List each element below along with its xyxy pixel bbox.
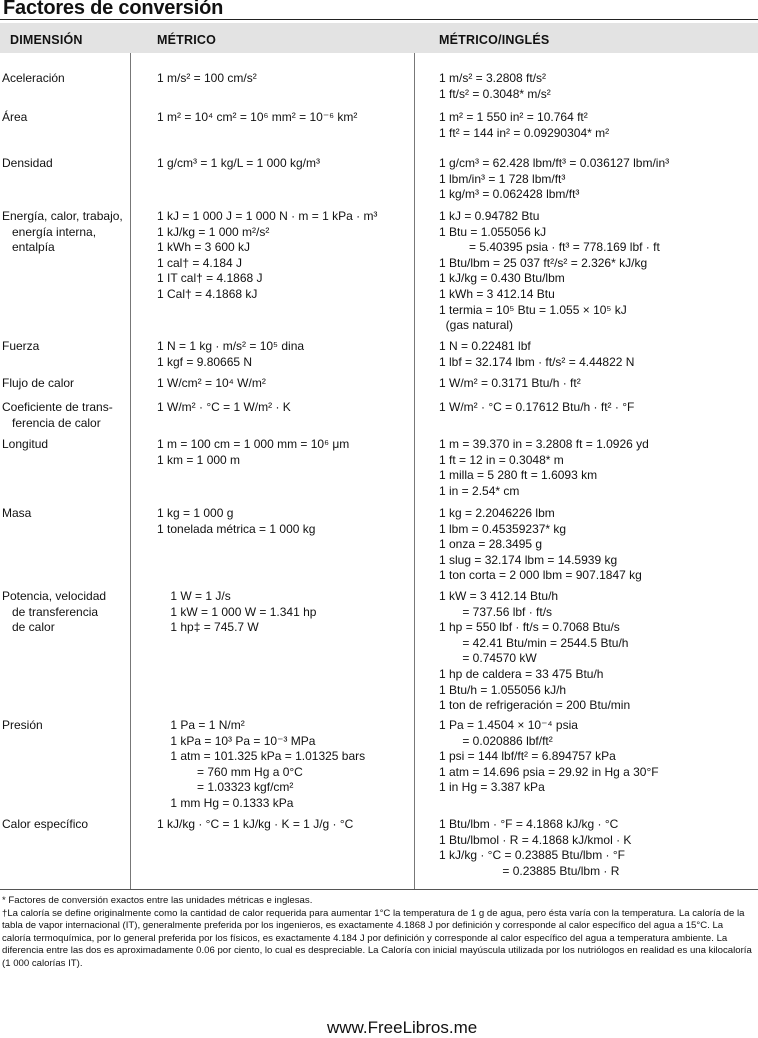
- metric-english-cell-line: 1 kW = 3 412.14 Btu/h: [439, 589, 559, 603]
- metric-english-cell-line: 1 kWh = 3 412.14 Btu: [439, 286, 555, 301]
- metric-cell-line: 1 kgf = 9.80665 N: [157, 354, 253, 369]
- dimension-cell: [2, 209, 130, 256]
- metric-cell-line: 1 hp‡ = 745.7 W: [157, 620, 259, 635]
- metric-english-cell-line: 1 onza = 28.3495 g: [439, 537, 543, 552]
- metric-english-cell: [439, 110, 754, 141]
- metric-english-cell-line: 1 m² = 1 550 in² = 10.764 ft²: [439, 110, 588, 124]
- metric-english-cell-line: 1 termia = 10⁵ Btu = 1.055 × 10⁵ kJ: [439, 302, 627, 317]
- dimension-cell: [2, 506, 130, 522]
- metric-english-cell: [439, 718, 754, 796]
- dimension-cell: [2, 339, 130, 355]
- footnotes: [2, 895, 754, 971]
- metric-english-cell: [439, 400, 754, 416]
- metric-cell-line: 1 tonelada métrica = 1 000 kg: [157, 521, 316, 536]
- column-divider-left: [130, 53, 131, 889]
- metric-english-cell-line: 1 hp = 550 lbf · ft/s = 0.7068 Btu/s: [439, 620, 620, 635]
- metric-english-cell: [439, 506, 754, 584]
- metric-cell-line: 1 W/cm² = 10⁴ W/m²: [157, 376, 266, 390]
- dimension-cell-line: Masa: [2, 506, 32, 520]
- metric-cell-line: 1 kJ = 1 000 J = 1 000 N · m = 1 kPa · m³: [157, 209, 378, 223]
- footnote-calorie: †La caloría se define originalmente como la cantidad de calor requerida para aumentar 1°C la temperatura de 1 g de agua, pero ésta varía con la temperatura. La caloría de la tabla de vapor internacional (IT), generalmente preferida por los ingenieros, es exactamente 4.1868 J por definición y corresponde al calor específico del agua a 15°C. La caloría termoquímica, por lo general preferida por los físicos, es exactamente 4.184 J por definición y corresponde al calor específico del agua a temperatura ambiente. La diferencia entre las dos es aproximadamente 0.06 por ciento, lo cual es despreciable. La Caloría con inicial mayúscula utilizada por los nutriólogos en realidad es una kilocaloría (1 000 calorías IT).: [2, 907, 752, 969]
- metric-cell: [157, 156, 412, 172]
- dimension-cell: [2, 376, 130, 392]
- metric-cell: [157, 71, 412, 87]
- page-title: Factores de conversión: [3, 0, 224, 19]
- metric-english-cell-line: 1 in Hg = 3.387 kPa: [439, 780, 545, 795]
- column-divider-right: [414, 53, 415, 889]
- metric-english-cell-line: 1 slug = 32.174 lbm = 14.5939 kg: [439, 552, 618, 567]
- metric-english-cell: [439, 209, 754, 334]
- metric-cell-line: 1 Pa = 1 N/m²: [157, 718, 245, 732]
- dimension-cell-line: Fuerza: [2, 339, 40, 353]
- dimension-cell-line: de calor: [12, 620, 55, 635]
- metric-english-cell: [439, 437, 754, 499]
- dimension-cell-line: Energía, calor, trabajo,: [2, 209, 123, 223]
- dimension-cell-line: de transferencia: [12, 604, 99, 619]
- metric-english-cell-line: 1 atm = 14.696 psia = 29.92 in Hg a 30°F: [439, 764, 659, 779]
- metric-cell-line: 1 m = 100 cm = 1 000 mm = 10⁶ μm: [157, 437, 350, 451]
- metric-english-cell-line: 1 hp de caldera = 33 475 Btu/h: [439, 666, 604, 681]
- dimension-cell: [2, 437, 130, 453]
- metric-english-cell-line: 1 m = 39.370 in = 3.2808 ft = 1.0926 yd: [439, 437, 649, 451]
- metric-cell-line: = 760 mm Hg a 0°C: [157, 764, 303, 779]
- metric-cell: [157, 589, 412, 636]
- metric-english-cell-line: = 5.40395 psia · ft³ = 778.169 lbf · ft: [439, 240, 660, 255]
- metric-english-cell-line: 1 Btu = 1.055056 kJ: [439, 224, 547, 239]
- metric-cell-line: 1 IT cal† = 4.1868 J: [157, 271, 263, 286]
- dimension-cell-line: energía interna,: [12, 224, 97, 239]
- metric-english-cell-line: 1 Btu/lbm · °F = 4.1868 kJ/kg · °C: [439, 817, 619, 831]
- dimension-cell: [2, 589, 130, 636]
- dimension-cell: [2, 718, 130, 734]
- metric-english-cell-line: 1 lbm/in³ = 1 728 lbm/ft³: [439, 171, 566, 186]
- dimension-cell-line: ferencia de calor: [12, 415, 101, 430]
- dimension-cell-line: Longitud: [2, 437, 49, 451]
- metric-english-cell-line: = 42.41 Btu/min = 2544.5 Btu/h: [439, 635, 629, 650]
- metric-english-cell: [439, 339, 754, 370]
- dimension-cell-line: Densidad: [2, 156, 53, 170]
- metric-english-cell: [439, 156, 754, 203]
- metric-cell-line: = 1.03323 kgf/cm²: [157, 780, 294, 795]
- metric-english-cell-line: 1 kJ = 0.94782 Btu: [439, 209, 540, 223]
- metric-cell: [157, 437, 412, 468]
- metric-english-cell-line: 1 Btu/lbm = 25 037 ft²/s² = 2.326* kJ/kg: [439, 255, 648, 270]
- metric-cell-line: 1 g/cm³ = 1 kg/L = 1 000 kg/m³: [157, 156, 320, 170]
- dimension-cell: [2, 156, 130, 172]
- metric-cell: [157, 400, 412, 416]
- dimension-cell-line: Área: [2, 110, 28, 124]
- metric-cell-line: 1 Cal† = 4.1868 kJ: [157, 286, 258, 301]
- metric-cell-line: 1 kW = 1 000 W = 1.341 hp: [157, 604, 317, 619]
- metric-english-cell-line: 1 ton corta = 2 000 lbm = 907.1847 kg: [439, 568, 642, 583]
- metric-cell-line: 1 cal† = 4.184 J: [157, 255, 243, 270]
- metric-cell-line: 1 W/m² · °C = 1 W/m² · K: [157, 400, 291, 414]
- metric-english-cell-line: 1 ft = 12 in = 0.3048* m: [439, 452, 564, 467]
- header-dimension: DIMENSIÓN: [10, 33, 83, 47]
- metric-english-cell-line: = 0.020886 lbf/ft²: [439, 733, 553, 748]
- metric-english-cell-line: 1 kJ/kg · °C = 0.23885 Btu/lbm · °F: [439, 848, 626, 863]
- metric-english-cell-line: 1 lbm = 0.45359237* kg: [439, 521, 567, 536]
- metric-english-cell-line: 1 kg = 2.2046226 lbm: [439, 506, 555, 520]
- dimension-cell-line: Flujo de calor: [2, 376, 75, 390]
- metric-cell-line: 1 W = 1 J/s: [157, 589, 231, 603]
- metric-english-cell: [439, 589, 754, 714]
- metric-english-cell: [439, 817, 754, 879]
- metric-cell: [157, 718, 412, 812]
- title-rule: [0, 19, 758, 20]
- metric-cell-line: 1 kPa = 10³ Pa = 10⁻³ MPa: [157, 733, 316, 748]
- dimension-cell-line: Presión: [2, 718, 43, 732]
- metric-english-cell: [439, 71, 754, 102]
- dimension-cell-line: Potencia, velocidad: [2, 589, 107, 603]
- dimension-cell: [2, 110, 130, 126]
- dimension-cell: [2, 400, 130, 431]
- metric-english-cell-line: = 0.74570 kW: [439, 651, 537, 666]
- metric-cell-line: 1 kJ/kg · °C = 1 kJ/kg · K = 1 J/g · °C: [157, 817, 354, 831]
- metric-english-cell-line: 1 Btu/lbmol · R = 4.1868 kJ/kmol · K: [439, 832, 632, 847]
- metric-english-cell-line: 1 ft² = 144 in² = 0.09290304* m²: [439, 125, 610, 140]
- metric-english-cell-line: 1 kJ/kg = 0.430 Btu/lbm: [439, 271, 565, 286]
- metric-english-cell-line: 1 W/m² · °C = 0.17612 Btu/h · ft² · °F: [439, 400, 635, 414]
- dimension-cell-line: Coeficiente de trans-: [2, 400, 113, 414]
- metric-english-cell-line: = 737.56 lbf · ft/s: [439, 604, 553, 619]
- metric-cell-line: 1 km = 1 000 m: [157, 452, 241, 467]
- metric-cell: [157, 506, 412, 537]
- metric-cell: [157, 339, 412, 370]
- footnote-exact: * Factores de conversión exactos entre las unidades métricas e inglesas.: [2, 895, 313, 906]
- metric-cell-line: 1 atm = 101.325 kPa = 1.01325 bars: [157, 749, 366, 764]
- metric-cell: [157, 817, 412, 833]
- header-metric: MÉTRICO: [157, 33, 217, 47]
- watermark-text: www.FreeLibros.me: [327, 1018, 478, 1037]
- metric-cell: [157, 209, 412, 303]
- metric-english-cell-line: 1 milla = 5 280 ft = 1.6093 km: [439, 468, 598, 483]
- metric-english-cell-line: = 0.23885 Btu/lbm · R: [439, 863, 620, 878]
- metric-cell-line: 1 mm Hg = 0.1333 kPa: [157, 795, 294, 810]
- dimension-cell: [2, 71, 130, 87]
- metric-english-cell-line: 1 N = 0.22481 lbf: [439, 339, 531, 353]
- header-metric-english: MÉTRICO/INGLÉS: [439, 33, 550, 47]
- metric-english-cell-line: 1 W/m² = 0.3171 Btu/h · ft²: [439, 376, 581, 390]
- table-bottom-rule: [0, 889, 758, 890]
- dimension-cell-line: Calor específico: [2, 817, 89, 831]
- table-header: [0, 23, 758, 53]
- metric-cell-line: 1 N = 1 kg · m/s² = 10⁵ dina: [157, 339, 305, 353]
- metric-cell-line: 1 kJ/kg = 1 000 m²/s²: [157, 224, 270, 239]
- metric-cell: [157, 110, 412, 126]
- metric-english-cell-line: 1 ft/s² = 0.3048* m/s²: [439, 86, 551, 101]
- dimension-cell: [2, 817, 130, 833]
- metric-english-cell-line: 1 lbf = 32.174 lbm · ft/s² = 4.44822 N: [439, 354, 635, 369]
- metric-english-cell-line: 1 psi = 144 lbf/ft² = 6.894757 kPa: [439, 749, 616, 764]
- metric-english-cell-line: (gas natural): [439, 318, 514, 333]
- dimension-cell-line: Aceleración: [2, 71, 65, 85]
- metric-cell: [157, 376, 412, 392]
- metric-english-cell-line: 1 kg/m³ = 0.062428 lbm/ft³: [439, 187, 580, 202]
- metric-english-cell-line: 1 Pa = 1.4504 × 10⁻⁴ psia: [439, 718, 578, 732]
- metric-cell-line: 1 kWh = 3 600 kJ: [157, 240, 251, 255]
- metric-english-cell-line: 1 Btu/h = 1.055056 kJ/h: [439, 682, 567, 697]
- metric-english-cell-line: 1 in = 2.54* cm: [439, 483, 520, 498]
- metric-cell-line: 1 m/s² = 100 cm/s²: [157, 71, 257, 85]
- metric-cell-line: 1 m² = 10⁴ cm² = 10⁶ mm² = 10⁻⁶ km²: [157, 110, 358, 124]
- metric-english-cell-line: 1 g/cm³ = 62.428 lbm/ft³ = 0.036127 lbm/in³: [439, 156, 670, 170]
- metric-english-cell-line: 1 m/s² = 3.2808 ft/s²: [439, 71, 547, 85]
- metric-english-cell: [439, 376, 754, 392]
- metric-english-cell-line: 1 ton de refrigeración = 200 Btu/min: [439, 698, 631, 713]
- metric-cell-line: 1 kg = 1 000 g: [157, 506, 234, 520]
- dimension-cell-line: entalpía: [12, 240, 55, 255]
